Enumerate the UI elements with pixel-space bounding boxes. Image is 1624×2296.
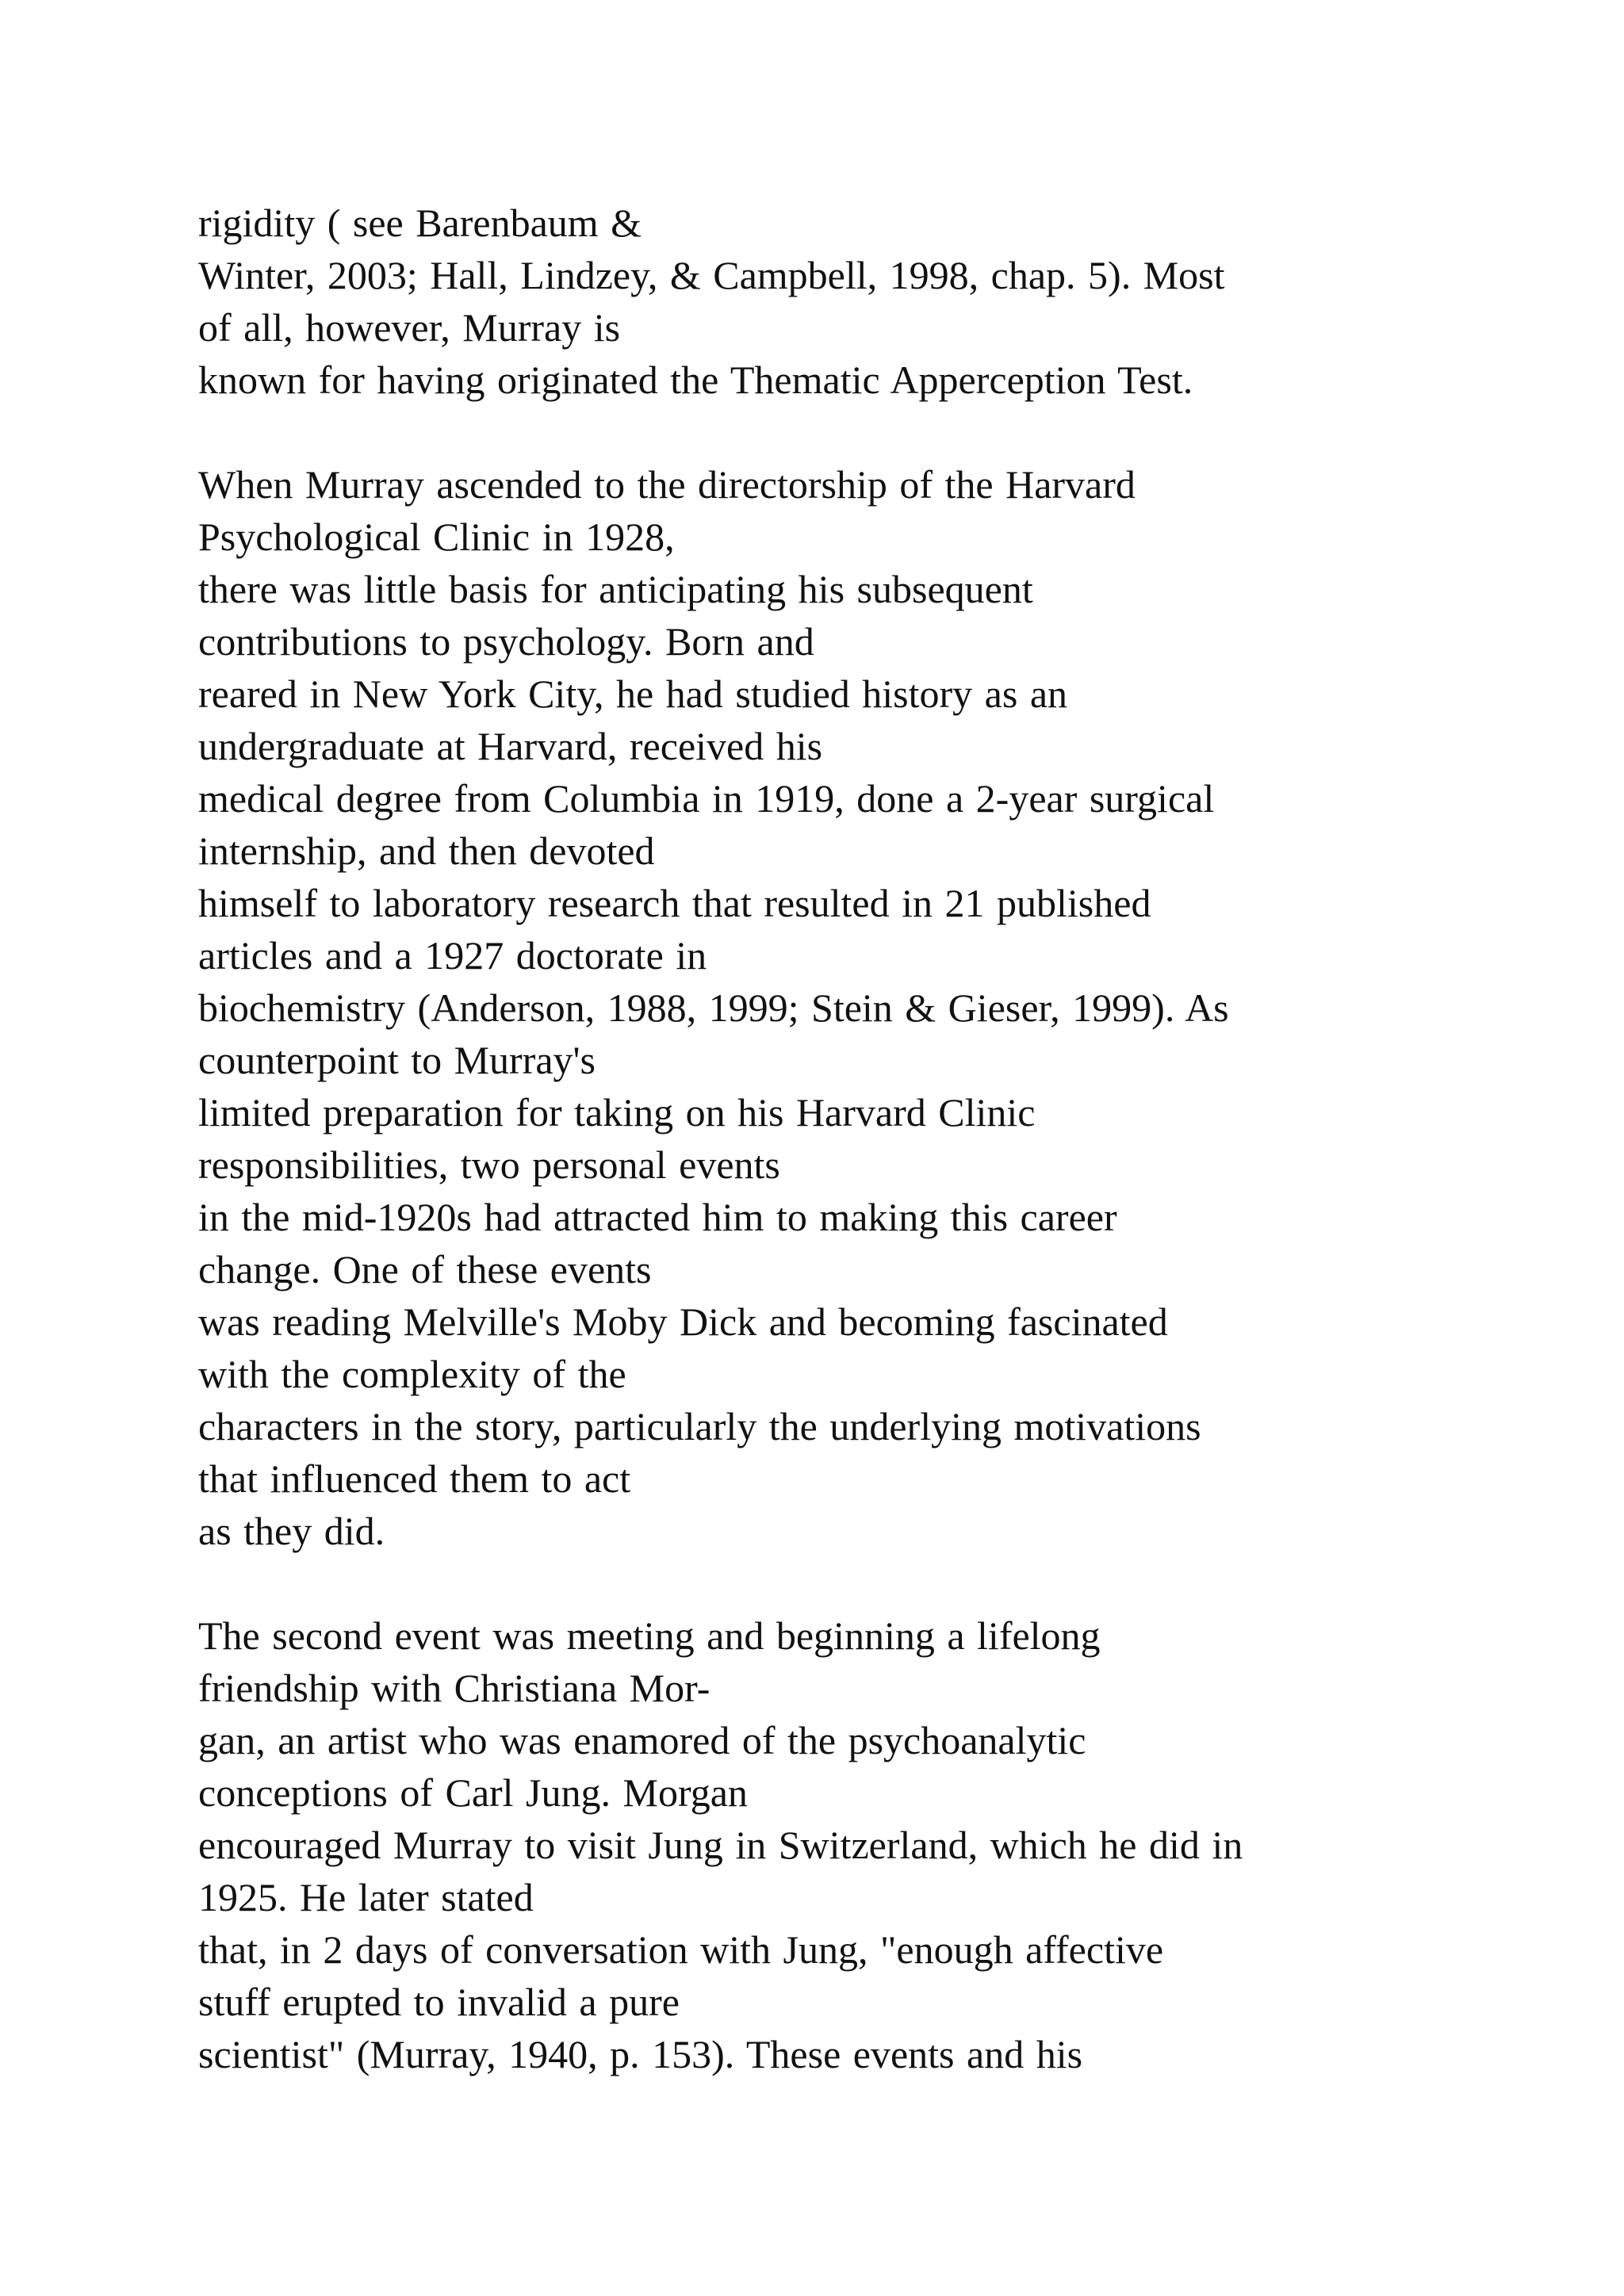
text-line: responsibilities, two personal events bbox=[198, 1142, 780, 1187]
text-line: gan, an artist who was enamored of the psychoanalytic bbox=[198, 1718, 1086, 1762]
text-line: encouraged Murray to visit Jung in Switzerland, which he did in bbox=[198, 1823, 1243, 1867]
text-line: limited preparation for taking on his Harvard Clinic bbox=[198, 1090, 1036, 1135]
text-line: articles and a 1927 doctorate in bbox=[198, 933, 707, 978]
text-line: in the mid-1920s had attracted him to making this career bbox=[198, 1195, 1117, 1239]
text-line: scientist" (Murray, 1940, p. 153). These events and his bbox=[198, 2032, 1083, 2076]
text-line: friendship with Christiana Mor- bbox=[198, 1666, 710, 1710]
text-line: biochemistry (Anderson, 1988, 1999; Stein & Gieser, 1999). As bbox=[198, 985, 1229, 1030]
text-line: When Murray ascended to the directorship of the Harvard bbox=[198, 462, 1136, 507]
text-line: reared in New York City, he had studied history as an bbox=[198, 672, 1068, 716]
text-line: known for having originated the Thematic Apperception Test. bbox=[198, 358, 1193, 402]
text-line: as they did. bbox=[198, 1509, 385, 1553]
paragraph-2 bbox=[198, 458, 1546, 1557]
text-line: medical degree from Columbia in 1919, done a 2-year surgical bbox=[198, 776, 1215, 821]
text-line: of all, however, Murray is bbox=[198, 305, 621, 350]
text-line: undergraduate at Harvard, received his bbox=[198, 724, 823, 768]
text-line: internship, and then devoted bbox=[198, 828, 655, 873]
text-line: stuff erupted to invalid a pure bbox=[198, 1980, 680, 2024]
text-line: contributions to psychology. Born and bbox=[198, 619, 814, 664]
text-line: characters in the story, particularly the underlying motivations bbox=[198, 1404, 1201, 1448]
text-line: Winter, 2003; Hall, Lindzey, & Campbell, 1998, chap. 5). Most bbox=[198, 253, 1225, 297]
text-line: The second event was meeting and beginning a lifelong bbox=[198, 1613, 1101, 1658]
text-line: with the complexity of the bbox=[198, 1352, 626, 1396]
text-line: rigidity ( see Barenbaum & bbox=[198, 201, 642, 245]
body-text bbox=[198, 197, 1546, 2080]
text-line: himself to laboratory research that resulted in 21 published bbox=[198, 881, 1151, 925]
text-line: Psychological Clinic in 1928, bbox=[198, 515, 675, 559]
text-line: was reading Melville's Moby Dick and becoming fascinated bbox=[198, 1299, 1168, 1344]
text-line: counterpoint to Murray's bbox=[198, 1038, 596, 1082]
paragraph-1 bbox=[198, 197, 1546, 406]
text-line: conceptions of Carl Jung. Morgan bbox=[198, 1770, 748, 1815]
text-line: change. One of these events bbox=[198, 1247, 652, 1292]
text-line: that influenced them to act bbox=[198, 1456, 631, 1501]
text-line: there was little basis for anticipating his subsequent bbox=[198, 567, 1033, 611]
text-line: that, in 2 days of conversation with Jung, "enough affective bbox=[198, 1927, 1164, 1972]
paragraph-3 bbox=[198, 1609, 1546, 2080]
text-line: 1925. He later stated bbox=[198, 1875, 534, 1919]
